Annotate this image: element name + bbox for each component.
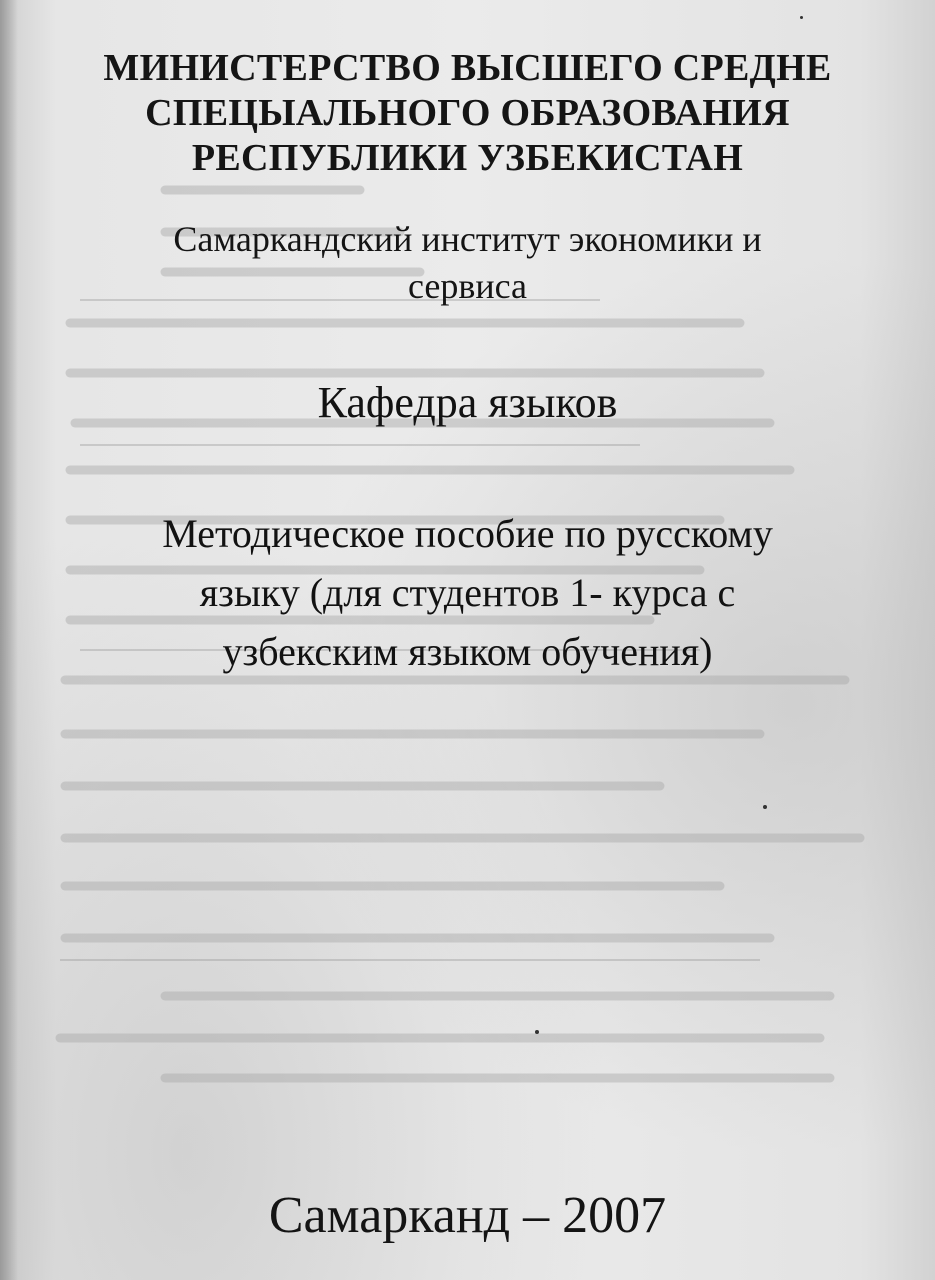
institute-line-1: Самаркандский институт экономики и [173,219,762,259]
ministry-line-3: РЕСПУБЛИКИ УЗБЕКИСТАН [191,137,744,179]
scan-speck [535,1030,539,1034]
manual-line-1: Методическое пособие по русскому [162,511,773,556]
manual-title [0,504,935,681]
department-title [0,377,935,429]
manual-line-2: языку (для студентов 1- курса с [199,570,736,615]
city-year [0,1186,935,1246]
scan-speck [763,805,767,809]
ministry-line-1: МИНИСТЕРСТВО ВЫСШЕГО СРЕДНЕ [103,47,832,89]
scan-speck [800,16,803,19]
manual-line-3: узбекским языком обучения) [222,629,713,674]
institute-name [0,216,935,310]
city-year-text: Самарканд – 2007 [268,1187,667,1244]
ministry-line-2: СПЕЦЫАЛЬНОГО ОБРАЗОВАНИЯ [145,92,790,134]
ministry-heading [0,46,935,181]
department-name: Кафедра языков [317,378,618,427]
institute-line-2: сервиса [407,266,528,306]
